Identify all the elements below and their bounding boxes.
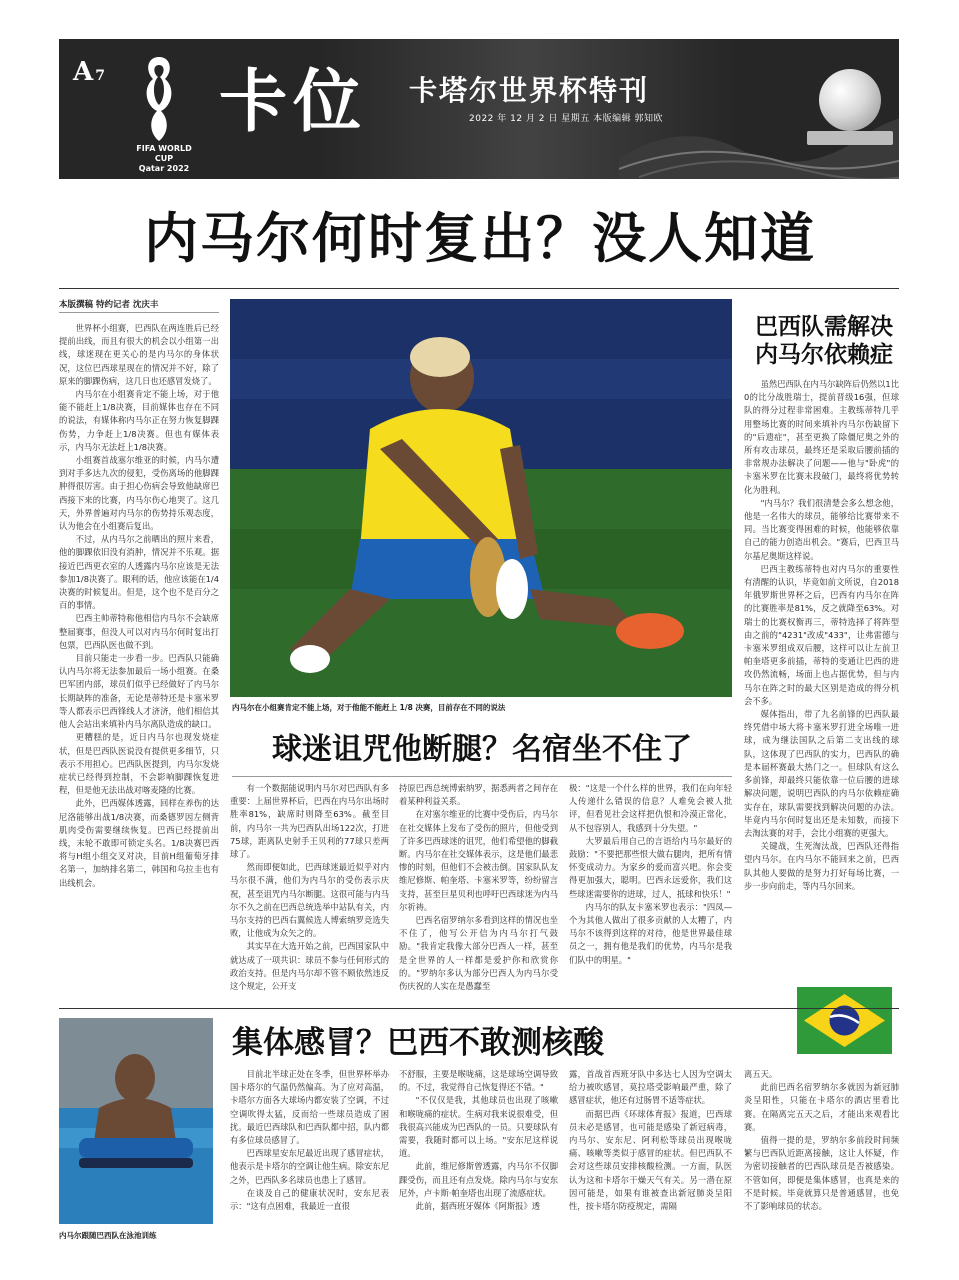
byline: 本版撰稿 特约记者 沈庆丰 <box>59 300 159 310</box>
paragraph: 而据巴西《环球体育报》报道，巴西球员未必是感冒，也可能是感染了新冠病毒，内马尔、安东尼、阿利松等球员出现喉咙痛、咳嗽等类似于感冒的症状。但巴西队不会对这些球员安排核酸检测。一方面，队医认为这和卡塔尔干燥天气有关。另一潜在原因可能是，如果有谁被查出新冠肺炎呈阳性，按卡塔尔防疫规定，需隔 <box>569 1108 732 1212</box>
paragraph: 此前，维尼修斯曾透露，内马尔不仅脚踝受伤，而且还有点发烧。除内马尔与安东尼外，卢卡斯·帕奎塔也出现了流感症状。 <box>399 1161 558 1198</box>
paragraph: 巴西主帅蒂特称他相信内马尔不会缺席整届赛事，但没人可以对内马尔何时复出打包票，巴西队医也做不到。 <box>59 613 219 650</box>
section-3-column-1 <box>230 1068 389 1213</box>
masthead-banner <box>59 39 899 179</box>
paragraph: 关键战，生死淘汰战，巴西队还得指望内马尔。在内马尔不能回来之前，巴西队其他人要做的是努力打好每场比赛，一步一步向前走，等内马尔回来。 <box>744 841 899 891</box>
paragraph: 露，首战首西班牙队中多达七人因为空调太给力被吹感冒，莫拉塔受影响最严重，除了感冒症状，他还有过肠胃不适等症状。 <box>569 1069 732 1106</box>
section-3-column-2 <box>399 1068 558 1213</box>
neymar-injury-photo <box>230 299 732 697</box>
page-letter: A <box>73 57 94 87</box>
sidebar-title-line-1: 巴西队需解决 <box>755 313 893 340</box>
headline-rule <box>59 288 899 289</box>
section-2-column-3 <box>569 782 732 967</box>
paragraph: 离五天。 <box>744 1069 778 1079</box>
paragraph: 虽然巴西队在内马尔缺阵后仍然以1比0的比分战胜瑞士，提前晋级16强，但球队的得分过程非常困难。主教练蒂特几乎用整场比赛的时间来填补内马尔伤缺留下的"后遗症"，甚至更换了除僵尼奥之外的所有攻击球员，最终还是采取后腰前插的非常规办法解决了问题——他与"卧虎"的卡塞米罗在比赛末段破门，最终将优势转化为胜利。 <box>744 379 899 495</box>
paragraph: 在对塞尔维亚的比赛中受伤后，内马尔在社交媒体上发布了受伤的照片，但他受到了许多巴西球迷的诅咒，他们希望他的脚截断。内马尔在社交媒体表示，这是他们最悲惨的时刻，但他们不会被击倒。国家队队友维尼修斯、帕奎塔、卡塞米罗等，纷纷留言支持，甚至巨星贝利也呼吁巴西球迷为内马尔祈祷。 <box>399 809 558 912</box>
photo-illustration <box>230 299 732 697</box>
paragraph: 极："这是一个什么样的世界，我们在向年轻人传递什么错误的信息？人难免会被人批评，但看见社会这样把仇恨和冷漠正常化，从不包容别人，我感到十分失望。" <box>569 783 732 833</box>
section-title: 卡位 <box>219 62 368 142</box>
paragraph: 此前，据西班牙媒体《阿斯报》透 <box>415 1201 541 1212</box>
swimming-pool-photo <box>59 1018 213 1224</box>
paragraph: "内马尔？我们很清楚会多么想念他，他是一名伟大的球员，能够给比赛带来不同。当比赛变得困难的时候，他能够依靠自己的能力创造出机会。"赛后，巴西卫马尔基尼奥斯这样说。 <box>744 497 899 561</box>
paragraph: 其实早在大选开始之前，巴西国家队中就达成了一项共识：球员不参与任何形式的政治支持。但是内马尔却不管不顾依然违反这个规定，公开支 <box>230 941 389 992</box>
paragraph: 不舒服，主要是喉咙痛，这是球场空调导致的。不过，我觉得自己恢复得还不错。" <box>399 1069 558 1093</box>
paragraph: 世界杯小组赛，巴西队在两连胜后已经提前出线，而且有很大的机会以小组第一出线，球迷现在更关心的是内马尔的身体状况，这位巴西球星现在的情况并不好，除了原来的脚踝伤病，这几日也还感冒发烧了。 <box>59 323 219 386</box>
paragraph: "不仅仅是我，其他球员也出现了咳嗽和喉咙痛的症状。生病对我来说很难受，但我很高兴能成为巴西队的一员。只要球队有需要，我随时都可以上场。"安东尼这样说道。 <box>399 1095 558 1159</box>
section-3-column-4 <box>744 1068 899 1213</box>
page-number <box>73 57 105 87</box>
brazil-flag-icon <box>797 987 892 1054</box>
paragraph: 巴西主教练蒂特也对内马尔的重要性有清醒的认识，毕竟如前文所说，自2018年俄罗斯世界杯之后，巴西有内马尔在阵的比赛胜率是81%，反之就降至63%。对瑞士的比赛权衡再三，蒂特选择了将阵型由之前的"4231"改成"433"，让弗雷德与卡塞米罗组成双后腰，这样可以让左前卫帕奎塔更多前插，蒂特的变通让巴西的进攻仍然流畅，场面上也占据优势，但与内马尔在阵之时的最大区别是造成的得分机会不多。 <box>744 563 899 706</box>
paragraph: 小组赛首战塞尔维亚的时候，内马尔遭到对手多达九次的侵犯，受伤离场的他脚踝肿得很厉害。由于担心伤病会导致他缺席巴西接下来的比赛，内马尔伤心地哭了。这几天，外界普遍对内马尔的伤势持乐观态度，认为他会在小组赛后复出。 <box>59 455 219 532</box>
section-2-title: 球迷诅咒他断腿？名宿坐不住了 <box>272 732 692 767</box>
sidebar-title <box>744 313 904 369</box>
paragraph: 持原巴西总统博索纳罗，据悉两者之间存在着某种利益关系。 <box>399 783 558 807</box>
paragraph: 内马尔在小组赛肯定不能上场，对于他能不能赶上1/8决赛，目前媒体也存在不同的说法，有媒体称内马尔正在努力恢复脚踝伤势，力争赶上1/8决赛。但也有媒体表示，内马尔无法赶上1/8决赛。 <box>59 389 219 452</box>
sidebar-title-line-2: 内马尔依赖症 <box>755 341 893 368</box>
section-3-top-rule <box>59 1008 899 1009</box>
paragraph: 此外，巴西媒体透露，回样在养伤的达尼洛能够出战1/8决赛，而桑德罗因左侧背肌肉受伤需要继续恢复。巴西已经提前出线，末轮不敢即可锁定头名。1/8决赛巴西将与H组小组交叉对决，目前H组葡萄牙排名第一，加纳排名第二，韩国和乌拉圭也有出线机会。 <box>59 798 219 888</box>
section-2-column-2 <box>399 782 558 993</box>
flag-graphic <box>797 987 892 1054</box>
paragraph: 内马尔的队友卡塞米罗也表示："四凤—个为其他人做出了很多贡献的人太糟了，内马尔不该得到这样的对待，他是世界最佳球员之一，拥有他是我们的优势，内马尔是我们队中的明星。" <box>569 901 732 965</box>
sidebar-column <box>744 378 899 893</box>
world-cup-logo-icon <box>139 53 179 145</box>
page-digit: 7 <box>95 68 105 84</box>
football-icon <box>819 69 881 131</box>
article-column-1 <box>59 322 219 890</box>
paragraph: 大罗最后用自己的言语给内马尔最好的鼓励："不要把那些恨大做右腿肉，把所有情怀变成动力。为家乡的爱而富兴吧。你会变得更加强大，聪明。巴西永远爱你，我们这些球迷需要你的进球，过人，抵球和快乐！" <box>569 835 732 899</box>
paragraph: 在谈及自己的健康状况时，安东尼表示："这有点困难，我最近一直很 <box>230 1187 389 1212</box>
paragraph: 然而即便如此，巴西球迷最近似乎对内马尔很不满，他们为内马尔的受伤表示庆祝，甚至诅咒内马尔断腿。这很可能与内马尔不久之前在巴西总统选举中站队有关，内马尔支持的巴西右翼候选人博索纳罗竞选失败，让他成为众矢之的。 <box>230 862 389 939</box>
section-3-column-3 <box>569 1068 732 1213</box>
section-2-rule <box>232 776 732 777</box>
world-cup-logo-text <box>129 144 199 174</box>
paragraph: 此前巴西名宿罗纳尔多就因为新冠肺炎呈阳性，只能在卡塔尔的酒店里看比赛。在隔离完五天之后，才能出来观看比赛。 <box>744 1082 899 1132</box>
paragraph: 更糟糕的是，近日内马尔也现发烧症状，但是巴西队医说没有提供更多细节，只表示不用担心。巴西队医提到，内马尔发烧症状已经得到控制，不会影响脚踝恢复进程，但是他无法出战对喀麦隆的比赛。 <box>59 732 219 796</box>
paragraph: 媒体指出，带了九名前锋的巴西队最终凭借中场大将卡塞米罗打进全场唯一进球，成为继法国队之后第二支出线的球队，这体现了巴西队的实力，巴西队的确是本届杯赛最大热门之一。但球队有这么多前锋，却最终只能依靠一位后腰的进球解决问题，说明巴西队的内马尔依赖症确实存在，球队需要找到解决问题的办法。毕竟内马尔何时复出还是未知数，而接下去淘汰赛的对手，会比小组赛的更强大。 <box>744 709 899 838</box>
main-headline: 内马尔何时复出？没人知道 <box>144 206 816 270</box>
logo-line-2: Qatar 2022 <box>138 164 190 173</box>
section-2-column-1 <box>230 782 389 993</box>
paragraph: 目前只能走一步看一步。巴西队只能确认内马尔将无法参加最后一场小组赛。在桑巴军团内部，球员们似乎已经做好了内马尔长期缺阵的准备，无论是蒂特还是卡塞米罗等人都表示巴西锋线人才济济，他们相信其他人会站出来填补内马尔离队造成的缺口。 <box>59 653 219 730</box>
paragraph: 不过，从内马尔之前晒出的照片来看，他的脚踝依旧没有消肿，情况并不乐观。据接近巴西更衣室的人透露内马尔应该是无法参加1/8决赛了。眼利的话，他应该能在1/4决赛的时候复出。但是，这个也不是百分之百的事情。 <box>59 534 219 611</box>
logo-line-1: FIFA WORLD CUP <box>136 144 192 163</box>
paragraph: 有一个数据能说明内马尔对巴西队有多重要：上届世界杯后，巴西在内马尔出场时胜率81%，缺席时则降至63%。截至目前，内马尔一共为巴西队出场122次，打进75球，距离队史射手王贝利的77球只差两球了。 <box>230 783 389 860</box>
special-edition-title: 卡塔尔世界杯特刊 <box>409 74 650 107</box>
byline-rule <box>59 312 219 313</box>
swim-illustration <box>59 1018 213 1224</box>
date-editor-line: 2022 年 12 月 2 日 星期五 本版编辑 郭知欧 <box>469 114 663 124</box>
paragraph: 值得一提的是，罗纳尔多前段时间频繁与巴西队近距离接触，这让人怀疑，作为密切接触者的巴西队球员是否被感染。不管如何，即便是集体感冒，也真是来的不是时候。毕竟就算只是普通感冒，也免不了影响球员的状态。 <box>744 1135 899 1212</box>
paragraph: 巴西名宿罗纳尔多看到这样的情况也坐不住了，他写公开信为内马尔打气鼓励。"我肯定我像大部分巴西人一样，甚至是全世界的人一样都是爱护你和欣赏你的。"罗纳尔多认为部分巴西人为内马尔受伤庆祝的人实在是愚蠢至 <box>399 915 558 992</box>
main-photo-caption: 内马尔在小组赛肯定不能上场，对于他能不能赶上 1/8 决赛，目前存在不同的说法 <box>232 703 506 712</box>
paragraph: 巴西球星安东尼最近出现了感冒症状，他表示是卡塔尔的空调让他生病。除安东尼之外，巴西队多名球员也患上了感冒。 <box>230 1148 389 1185</box>
ball-stand <box>807 131 893 145</box>
section-3-title: 集体感冒？巴西不敢测核酸 <box>232 1025 604 1061</box>
swim-photo-caption: 内马尔跟随巴西队在泳池训练 <box>59 1231 157 1240</box>
paragraph: 目前北半球正处在冬季，但世界杯举办国卡塔尔的气温仍然偏高。为了应对高温，卡塔尔方面各大球场内都安装了空调，不过空调吹得太猛，反而给一些球员造成了困扰。最近巴西球队和巴西队都中招，队内都有多位球员感冒了。 <box>230 1069 389 1146</box>
